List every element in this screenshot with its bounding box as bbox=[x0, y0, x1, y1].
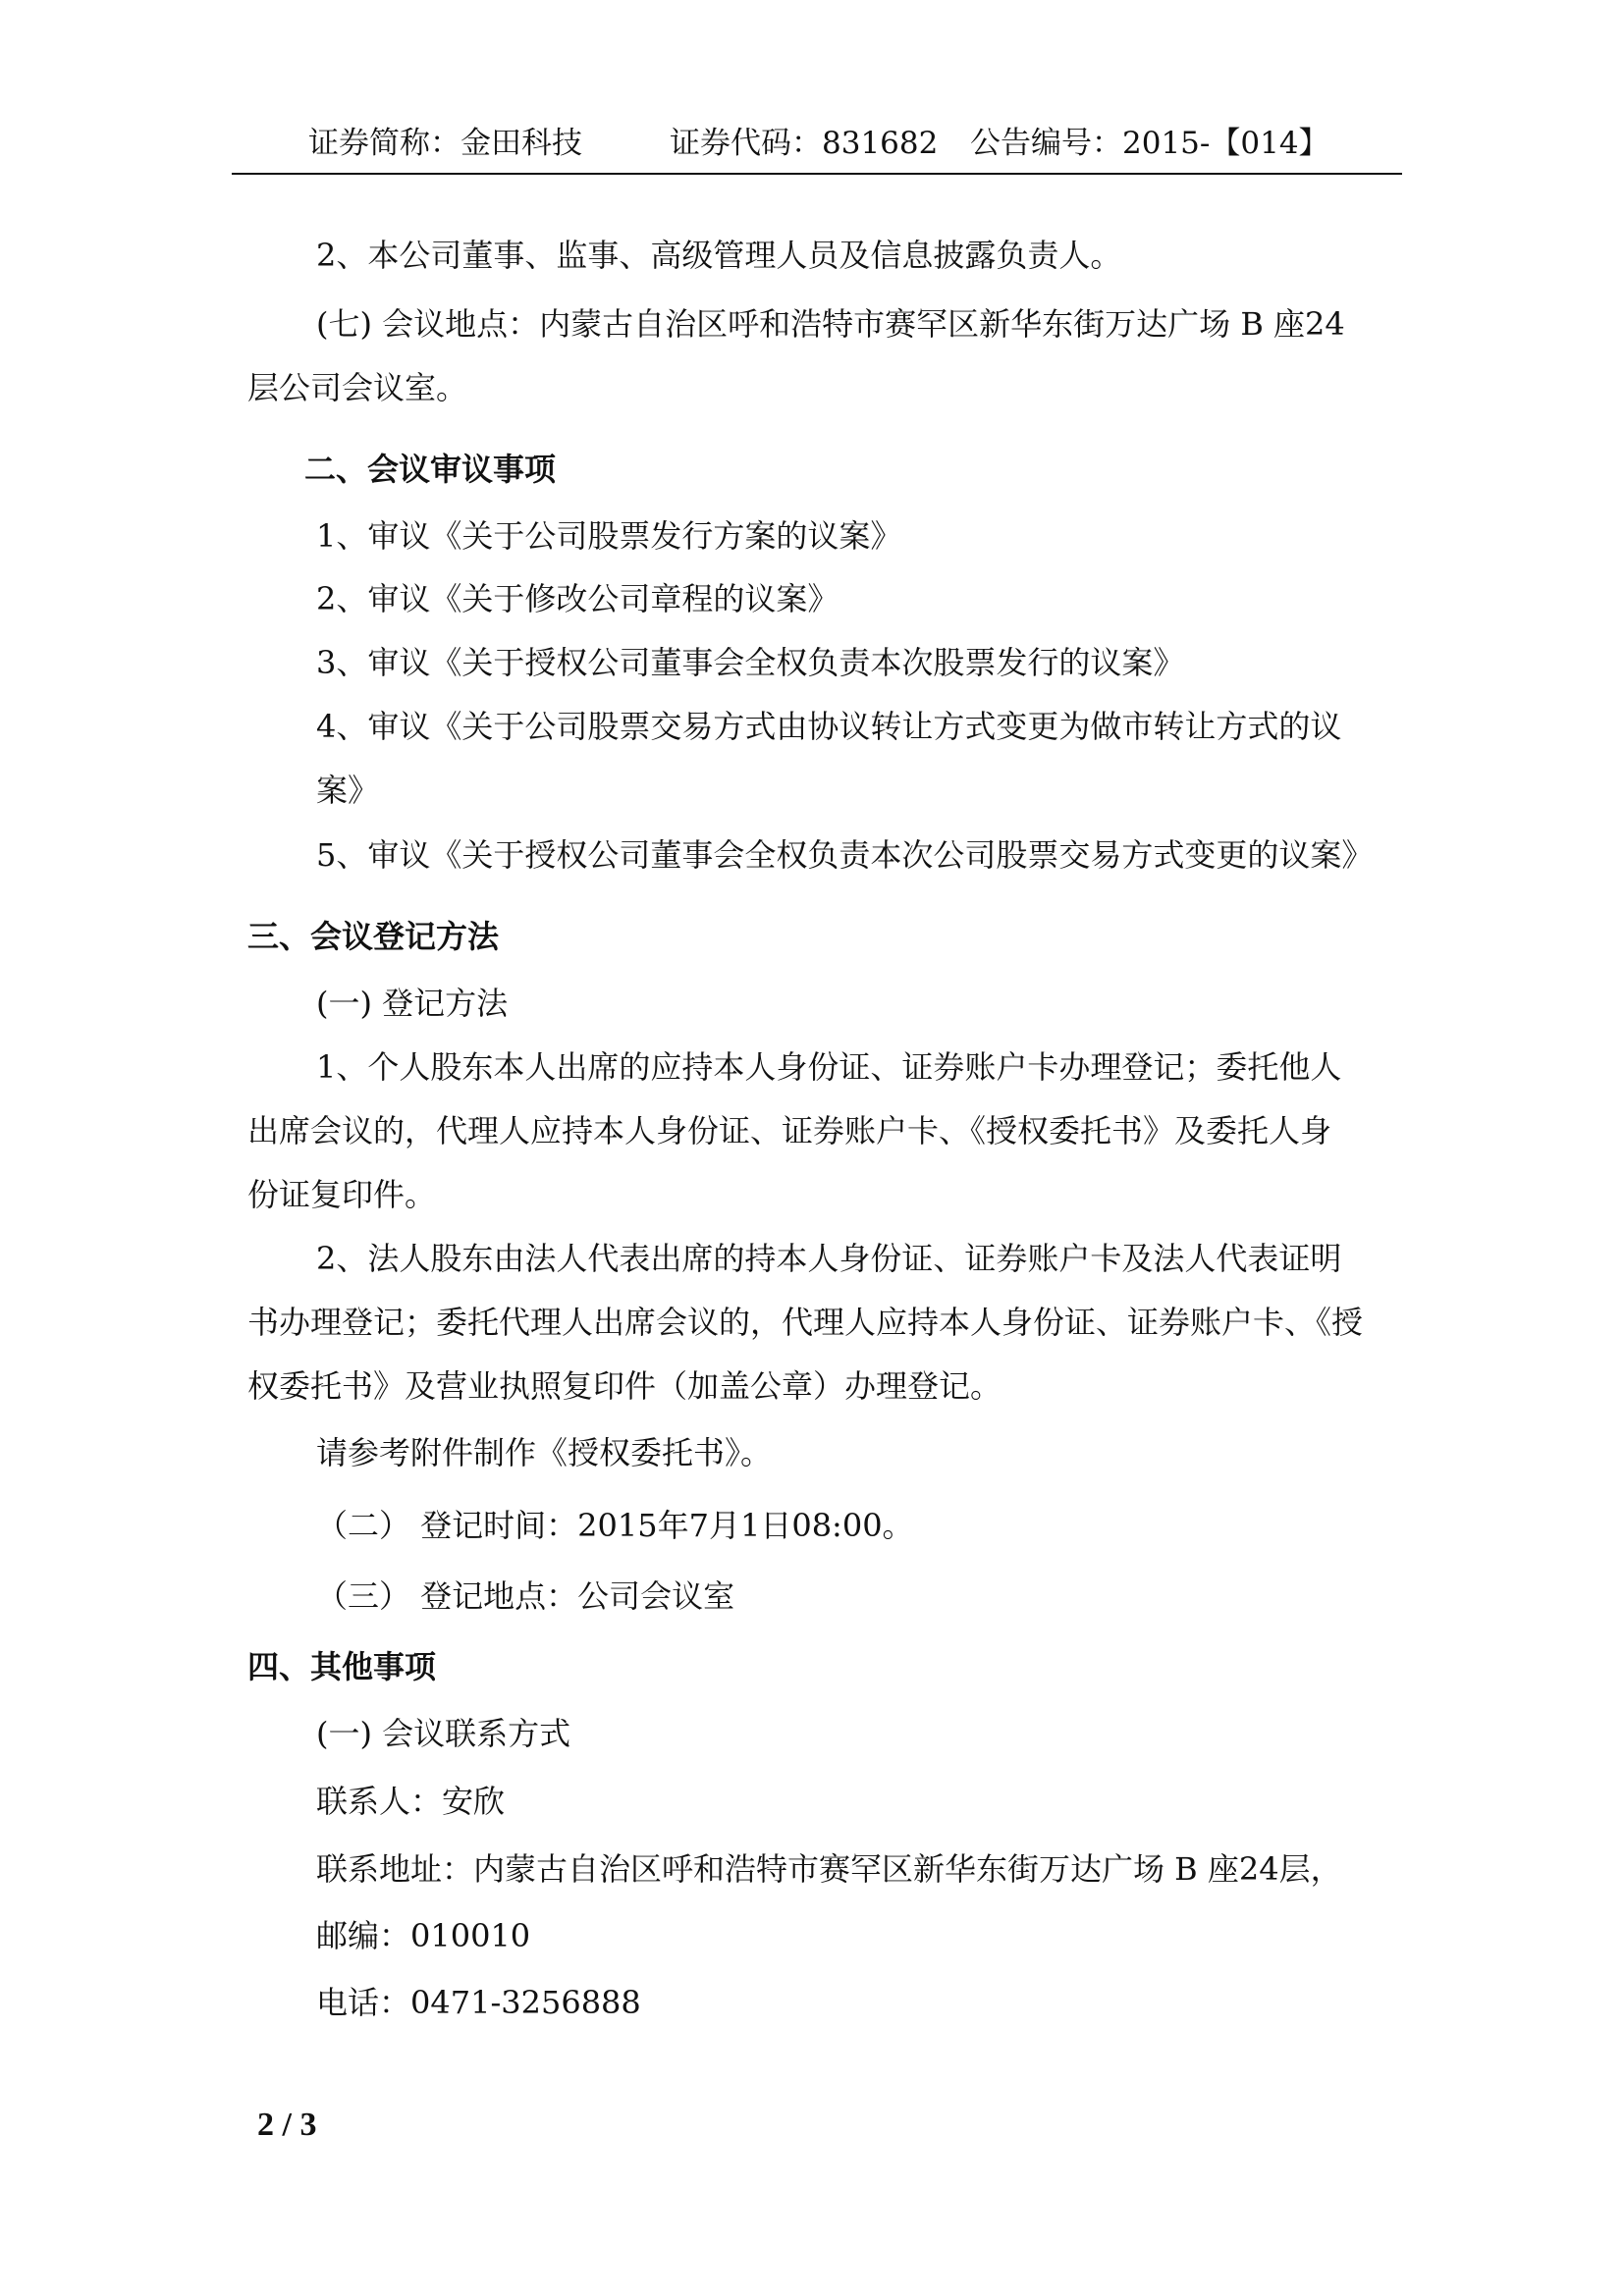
security-code: 证券代码：831682 bbox=[670, 126, 939, 161]
contact-heading: (一) 会议联系方式 bbox=[316, 1715, 571, 1752]
postal-code: 邮编：010010 bbox=[316, 1917, 531, 1954]
page-header bbox=[232, 124, 1402, 175]
section-heading-4: 四、其他事项 bbox=[247, 1648, 437, 1685]
registration-location: （三） 登记地点：公司会议室 bbox=[316, 1577, 735, 1615]
meeting-location: (七) 会议地点：内蒙古自治区呼和浩特市赛罕区新华东街万达广场 B 座24 bbox=[316, 305, 1345, 343]
section-heading-2: 二、会议审议事项 bbox=[304, 451, 557, 488]
registration-time: （二） 登记时间：2015年7月1日08:00。 bbox=[316, 1507, 914, 1544]
agenda-item-2: 2、审议《关于修改公司章程的议案》 bbox=[316, 580, 839, 617]
notice-number: 公告编号：2015-【014】 bbox=[970, 126, 1329, 161]
telephone: 电话：0471-3256888 bbox=[316, 1984, 641, 2021]
registration-item-2: 2、法人股东由法人代表出席的持本人身份证、证券账户卡及法人代表证明 bbox=[316, 1240, 1342, 1277]
section-heading-3: 三、会议登记方法 bbox=[247, 918, 500, 955]
registration-item-1-cont1: 出席会议的，代理人应持本人身份证、证券账户卡、《授权委托书》及委托人身 bbox=[247, 1112, 1332, 1149]
attendee-item-2: 2、本公司董事、监事、高级管理人员及信息披露负责人。 bbox=[316, 237, 1122, 274]
registration-item-1: 1、个人股东本人出席的应持本人身份证、证券账户卡办理登记；委托他人 bbox=[316, 1048, 1342, 1086]
agenda-item-4-cont: 案》 bbox=[316, 772, 380, 809]
meeting-location-cont: 层公司会议室。 bbox=[247, 369, 468, 406]
registration-item-2-cont1: 书办理登记；委托代理人出席会议的，代理人应持本人身份证、证券账户卡、《授 bbox=[247, 1304, 1364, 1341]
registration-item-1-cont2: 份证复印件。 bbox=[247, 1176, 437, 1213]
registration-item-2-cont2: 权委托书》及营业执照复印件（加盖公章）办理登记。 bbox=[247, 1367, 1002, 1405]
agenda-item-5: 5、审议《关于授权公司董事会全权负责本次公司股票交易方式变更的议案》 bbox=[316, 836, 1374, 874]
agenda-item-1: 1、审议《关于公司股票发行方案的议案》 bbox=[316, 517, 902, 555]
registration-method-heading: (一) 登记方法 bbox=[316, 985, 509, 1022]
page-number: 2 / 3 bbox=[257, 2107, 317, 2143]
attachment-reference: 请参考附件制作《授权委托书》。 bbox=[316, 1434, 773, 1471]
security-abbreviation: 证券简称：金田科技 bbox=[308, 126, 582, 161]
agenda-item-4: 4、审议《关于公司股票交易方式由协议转让方式变更为做市转让方式的议 bbox=[316, 708, 1342, 745]
agenda-item-3: 3、审议《关于授权公司董事会全权负责本次股票发行的议案》 bbox=[316, 644, 1185, 681]
contact-person: 联系人：安欣 bbox=[316, 1783, 506, 1820]
contact-address: 联系地址：内蒙古自治区呼和浩特市赛罕区新华东街万达广场 B 座24层， bbox=[316, 1850, 1342, 1888]
